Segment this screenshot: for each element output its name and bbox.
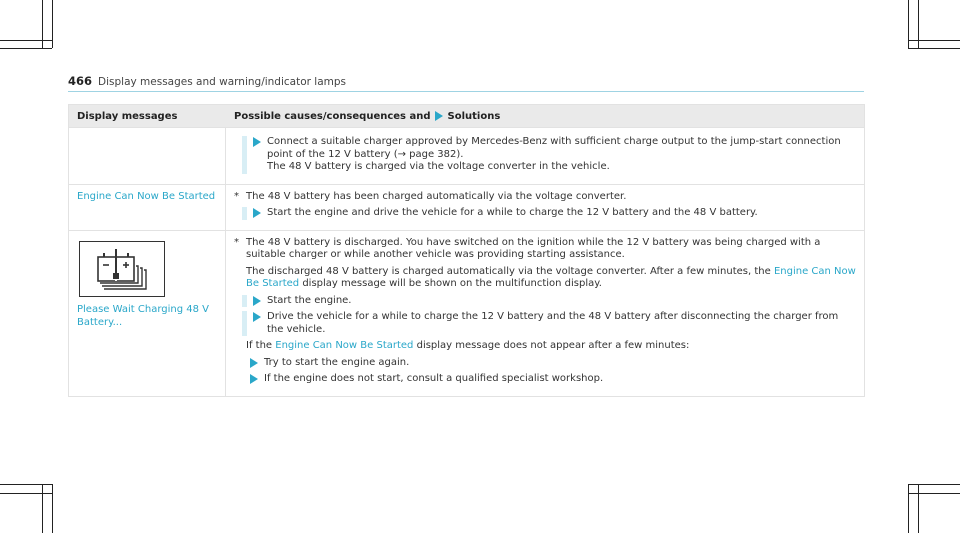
solution-step	[242, 295, 856, 308]
paragraph-text: display message does not appear after a few minutes:	[416, 340, 690, 351]
solution-step	[242, 136, 856, 174]
display-message-engine-can-now-be-started: Engine Can Now Be Started	[77, 190, 216, 202]
arrow-right-icon	[253, 296, 261, 306]
step-text: Start the engine and drive the vehicle for a while to charge the 12 V battery and the 48 V battery.	[267, 207, 758, 218]
message-cell	[69, 231, 226, 396]
cause-item	[234, 237, 856, 262]
info-paragraph	[234, 340, 856, 353]
column-header-causes-label: Possible causes/consequences and	[234, 110, 431, 122]
cause-text: The 48 V battery is discharged. You have switched on the ignition while the 12 V battery was being charged with a suitable charger or while another vehicle was providing starting assistance.	[246, 236, 821, 260]
arrow-right-icon	[250, 374, 258, 384]
display-message-please-wait-charging: Please Wait Charging 48 V Battery...	[77, 303, 210, 328]
arrow-right-icon	[253, 137, 261, 147]
step-text: The 48 V battery is charged via the voltage converter in the vehicle.	[267, 161, 610, 172]
crop-mark	[0, 40, 52, 41]
message-cell	[69, 128, 226, 184]
cause-text: The 48 V battery has been charged automatically via the voltage converter.	[246, 190, 627, 202]
battery-charging-icon	[79, 241, 165, 297]
arrow-right-icon	[435, 111, 443, 121]
column-header-causes	[226, 111, 864, 122]
page-title: Display messages and warning/indicator lamps	[98, 76, 347, 88]
step-text: Start the engine.	[267, 294, 352, 306]
table-row	[69, 127, 864, 184]
crop-mark	[918, 484, 919, 533]
crop-mark	[52, 484, 53, 533]
page-number: 466	[68, 74, 93, 88]
crop-mark	[0, 484, 52, 485]
arrow-right-icon	[250, 358, 258, 368]
messages-table	[68, 104, 865, 397]
crop-mark	[908, 484, 909, 533]
cause-marker: *	[234, 236, 239, 248]
solution-step	[242, 357, 856, 370]
step-text: Try to start the engine again.	[264, 356, 410, 368]
crop-mark	[908, 48, 960, 49]
crop-mark	[42, 484, 43, 533]
crop-mark	[52, 0, 53, 48]
solution-cell	[226, 128, 864, 184]
display-message-reference: Engine Can Now Be Started	[275, 340, 414, 351]
solution-cell	[226, 185, 864, 230]
crop-mark	[908, 493, 960, 494]
solution-step	[242, 373, 856, 386]
crop-mark	[0, 493, 52, 494]
paragraph-text: If the	[246, 340, 273, 351]
arrow-right-icon	[253, 312, 261, 322]
crop-mark	[908, 40, 960, 41]
header-divider	[68, 91, 864, 92]
battery-charging-icon-graphic	[80, 242, 166, 298]
info-paragraph	[234, 266, 856, 291]
cause-item	[234, 191, 856, 204]
solution-cell	[226, 231, 864, 396]
column-header-display-messages: Display messages	[77, 110, 178, 122]
solution-step	[242, 207, 856, 220]
page-header	[68, 74, 346, 90]
step-text: Drive the vehicle for a while to charge the 12 V battery and the 48 V battery after disconnecting the charger from the vehicle.	[267, 311, 839, 335]
table-row	[69, 184, 864, 230]
table-row	[69, 230, 864, 396]
cause-marker: *	[234, 190, 239, 202]
step-text: Connect a suitable charger approved by Mercedes-Benz with sufficient charge output to the jump-start connection point of the 12 V battery (→ page 382).	[267, 136, 841, 160]
crop-mark	[0, 48, 52, 49]
display-message-reference: Engine Can Now Be Started	[246, 265, 856, 289]
solution-step	[242, 311, 856, 336]
column-header-solutions-label: Solutions	[447, 110, 501, 122]
message-cell	[69, 185, 226, 230]
crop-mark	[908, 484, 960, 485]
paragraph-text: The discharged 48 V battery is charged automatically via the voltage converter. After a few minutes, the	[246, 265, 771, 277]
arrow-right-icon	[253, 208, 261, 218]
table-header	[69, 105, 864, 127]
paragraph-text: display message will be shown on the multifunction display.	[302, 278, 602, 289]
step-text: If the engine does not start, consult a qualified specialist workshop.	[264, 373, 604, 384]
